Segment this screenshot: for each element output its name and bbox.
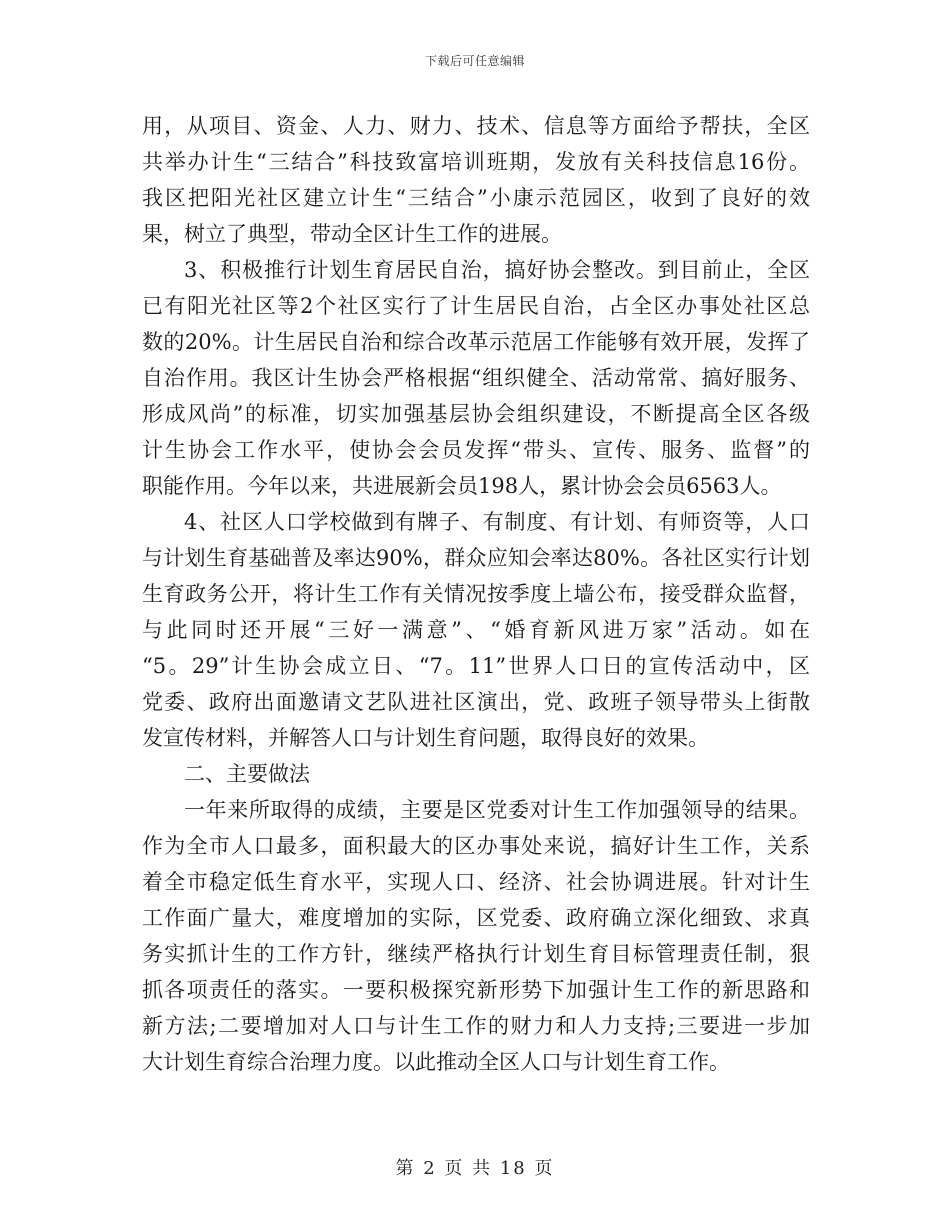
text-line: 共举办计生“三结合”科技致富培训班期，发放有关科技信息16份。 (142, 150, 810, 174)
text-line: 新方法;二要增加对人口与计生工作的财力和人力支持;三要进一步加 (142, 1014, 810, 1038)
text-line: 着全市稳定低生育水平，实现人口、经济、社会协调进展。针对计生 (142, 870, 810, 894)
document-body (142, 108, 810, 1080)
text-line: 发宣传材料，并解答人口与计划生育问题，取得良好的效果。 (142, 726, 709, 750)
text-line: 党委、政府出面邀请文艺队进社区演出，党、政班子领导带头上街散 (142, 690, 810, 714)
text-line: 数的20%。计生居民自治和综合改革示范居工作能够有效开展，发挥了 (142, 330, 810, 354)
text-line: 我区把阳光社区建立计生“三结合”小康示范园区，收到了良好的效 (142, 186, 810, 210)
text-line: 二、主要做法 (184, 762, 310, 786)
text-line: 职能作用。今年以来，共进展新会员198人，累计协会会员6563人。 (142, 474, 782, 498)
text-line: 作为全市人口最多，面积最大的区办事处来说，搞好计生工作，关系 (142, 834, 810, 858)
page-footer: 第 2 页 共 18 页 (395, 1158, 555, 1179)
text-line: 一年来所取得的成绩，主要是区党委对计生工作加强领导的结果。 (184, 798, 810, 822)
text-line: 4、社区人口学校做到有牌子、有制度、有计划、有师资等，人口 (184, 510, 810, 534)
text-line: 与计划生育基础普及率达90%，群众应知会率达80%。各社区实行计划 (142, 546, 810, 570)
text-line: “5。29”计生协会成立日、“7。11”世界人口日的宣传活动中，区 (142, 654, 810, 678)
text-line: 生育政务公开，将计生工作有关情况按季度上墙公布，接受群众监督， (142, 582, 810, 606)
page-header: 下载后可任意编辑 (424, 54, 525, 68)
text-line: 抓各项责任的落实。一要积极探究新形势下加强计生工作的新思路和 (142, 978, 810, 1002)
text-line: 工作面广量大，难度增加的实际，区党委、政府确立深化细致、求真 (142, 906, 810, 930)
text-line: 用，从项目、资金、人力、财力、技术、信息等方面给予帮扶，全区 (142, 114, 810, 138)
text-line: 果，树立了典型，带动全区计生工作的进展。 (142, 222, 562, 246)
text-line: 务实抓计生的工作方针，继续严格执行计划生育目标管理责任制，狠 (142, 942, 810, 966)
text-line: 计生协会工作水平，使协会会员发挥“带头、宣传、服务、监督”的 (142, 438, 810, 462)
text-line: 自治作用。我区计生协会严格根据“组织健全、活动常常、搞好服务、 (142, 366, 810, 390)
text-line: 大计划生育综合治理力度。以此推动全区人口与计划生育工作。 (142, 1050, 730, 1074)
text-line: 形成风尚”的标准，切实加强基层协会组织建设，不断提高全区各级 (142, 402, 810, 426)
text-line: 已有阳光社区等2个社区实行了计生居民自治，占全区办事处社区总 (142, 294, 810, 318)
text-line: 与此同时还开展“三好一满意”、“婚育新风进万家”活动。如在 (142, 618, 810, 642)
text-line: 3、积极推行计划生育居民自治，搞好协会整改。到目前止，全区 (184, 258, 810, 282)
